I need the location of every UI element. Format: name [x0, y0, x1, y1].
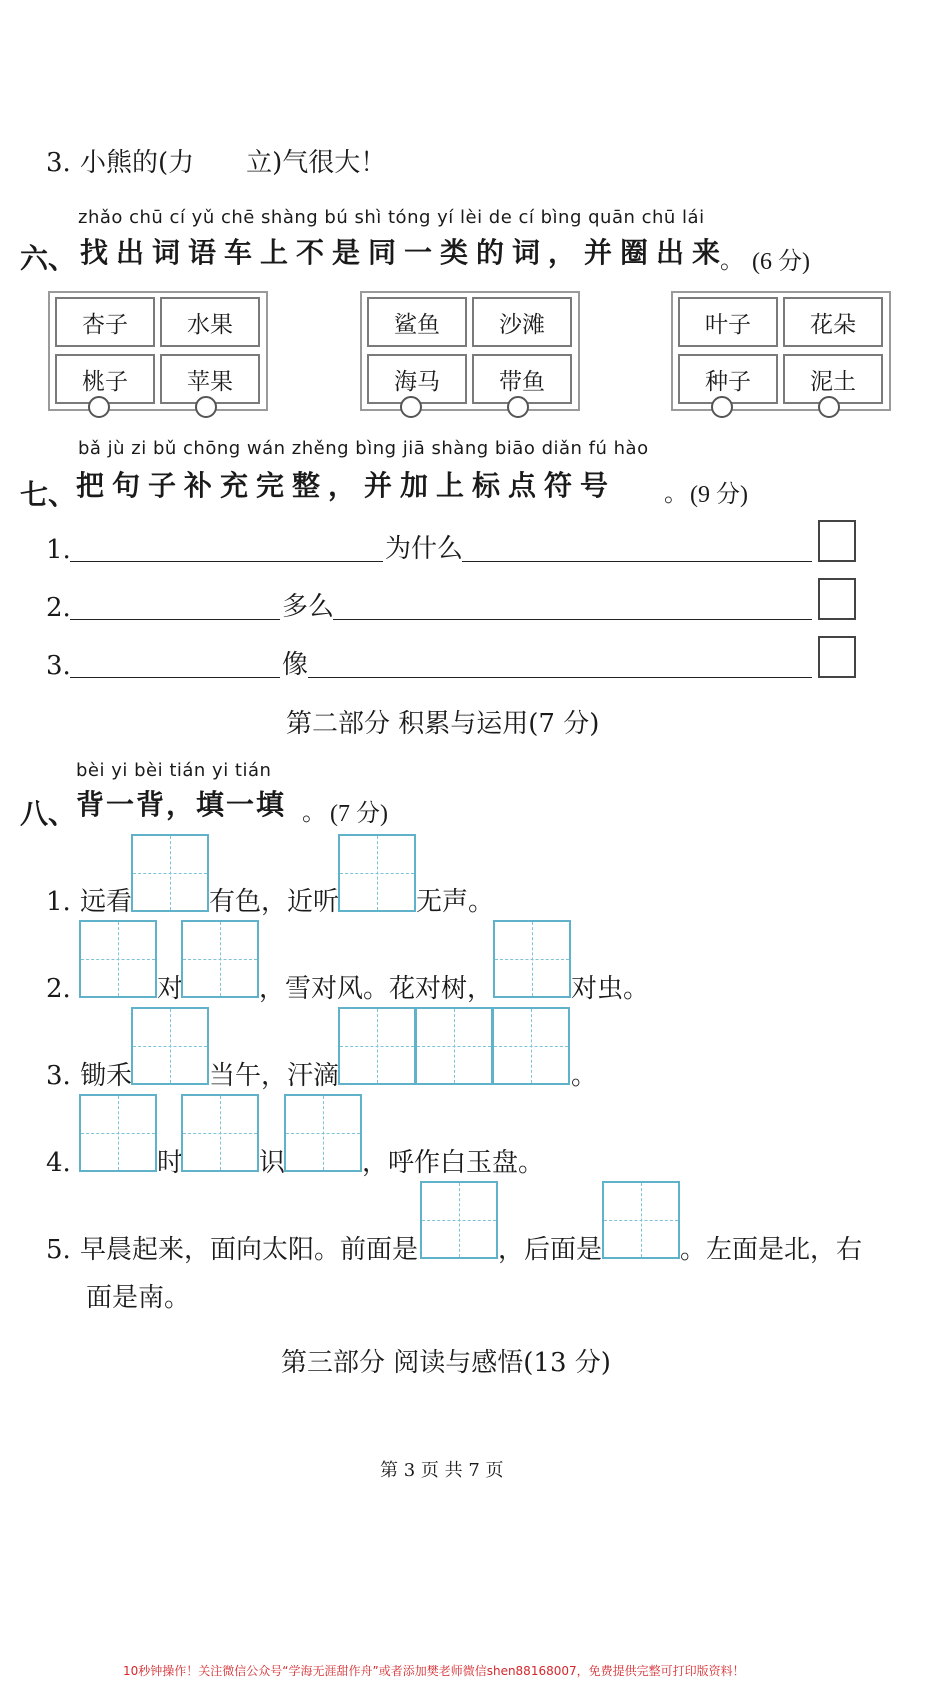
section8-dot: 。	[302, 800, 326, 826]
cart3-wheel-left	[711, 396, 733, 418]
section8-item3-char-box-2[interactable]	[338, 1007, 416, 1085]
cart2-word-2[interactable]: 沙滩	[472, 297, 572, 347]
page-footer: 第 3 页 共 7 页	[380, 1460, 504, 1481]
section6-number: 六、	[20, 242, 77, 275]
section7-item2-punctuation-box[interactable]	[818, 578, 856, 620]
section7-dot: 。	[664, 481, 688, 507]
section7-item2-blank-after[interactable]	[333, 619, 812, 620]
section8-item2-text3: 对虫。	[571, 974, 650, 1004]
section7-title: 把句子补充完整，并加上标点符号	[76, 469, 617, 502]
q5-item3-text: 小熊的(力 立)气很大！	[80, 148, 387, 178]
section8-pinyin: bèi yi bèi tián yi tián	[76, 760, 272, 781]
part2-heading: 第二部分 积累与运用(7 分)	[286, 709, 600, 739]
cart2-word-3[interactable]: 海马	[367, 354, 467, 404]
section7-item1-blank-before[interactable]	[70, 561, 383, 562]
cart3-word-3[interactable]: 种子	[678, 354, 778, 404]
cart1-word-2[interactable]: 水果	[160, 297, 260, 347]
section7-item3-number: 3.	[46, 651, 71, 681]
section7-item2-number: 2.	[46, 593, 71, 623]
section8-item1-char-box-1[interactable]	[131, 834, 209, 912]
section8-item4-char-box-1[interactable]	[79, 1094, 157, 1172]
q5-item3-number: 3.	[46, 148, 71, 178]
section8-item1-text3: 无声。	[416, 887, 495, 917]
section8-item3-text3: 。	[571, 1061, 598, 1091]
section8-item4-char-box-2[interactable]	[181, 1094, 259, 1172]
section8-item5-text3: 。左面是北，右	[680, 1235, 863, 1265]
section8-title: 背一背，填一填	[76, 788, 287, 821]
section8-item1-char-box-2[interactable]	[338, 834, 416, 912]
section7-item1-punctuation-box[interactable]	[818, 520, 856, 562]
section7-item2-blank-before[interactable]	[70, 619, 280, 620]
section8-item1-number: 1.	[46, 887, 71, 917]
section8-item5-text4: 面是南。	[86, 1283, 191, 1313]
section8-item2-text1: 对	[157, 974, 184, 1004]
cart2-word-1[interactable]: 鲨鱼	[367, 297, 467, 347]
section6-pinyin: zhǎo chū cí yǔ chē shàng bú shì tóng yí lèi de cí bìng quān chū lái	[78, 207, 705, 228]
section8-item4-number: 4.	[46, 1148, 71, 1178]
section8-item1-text2: 有色，近听	[209, 887, 340, 917]
section8-item5-number: 5.	[46, 1235, 71, 1265]
section8-item2-char-box-1[interactable]	[79, 920, 157, 998]
cart2-word-4[interactable]: 带鱼	[472, 354, 572, 404]
section8-item2-text2: ，雪对风。花对树，	[259, 974, 494, 1004]
section8-item3-char-box-3[interactable]	[415, 1007, 493, 1085]
section8-item4-char-box-3[interactable]	[284, 1094, 362, 1172]
cart2-wheel-left	[400, 396, 422, 418]
cart3-word-1[interactable]: 叶子	[678, 297, 778, 347]
word-cart-2	[360, 291, 580, 411]
section8-item5-text2: ，后面是	[498, 1235, 603, 1265]
section7-item2-word: 多么	[282, 592, 335, 622]
cart1-word-3[interactable]: 桃子	[55, 354, 155, 404]
section7-item3-punctuation-box[interactable]	[818, 636, 856, 678]
section8-item1-text1: 远看	[80, 887, 133, 917]
section8-item3-char-box-1[interactable]	[131, 1007, 209, 1085]
section8-item5-char-box-2[interactable]	[602, 1181, 680, 1259]
cart1-word-4[interactable]: 苹果	[160, 354, 260, 404]
section8-item4-text3: ，呼作白玉盘。	[362, 1148, 545, 1178]
section8-item3-text1: 锄禾	[80, 1061, 133, 1091]
cart1-word-1[interactable]: 杏子	[55, 297, 155, 347]
section8-number: 八、	[20, 797, 77, 830]
word-cart-3	[671, 291, 891, 411]
section8-item4-text1: 时	[157, 1148, 184, 1178]
section7-score: (9 分)	[690, 482, 748, 508]
word-cart-1	[48, 291, 268, 411]
cart3-word-2[interactable]: 花朵	[783, 297, 883, 347]
section7-item3-blank-after[interactable]	[308, 677, 812, 678]
cart1-wheel-right	[195, 396, 217, 418]
section7-item3-blank-before[interactable]	[70, 677, 280, 678]
section6-title: 找出词语车上不是同一类的词，并圈出来	[80, 236, 729, 269]
section8-item2-number: 2.	[46, 974, 71, 1004]
section7-number: 七、	[20, 478, 77, 511]
cart3-wheel-right	[818, 396, 840, 418]
cart3-word-4[interactable]: 泥土	[783, 354, 883, 404]
section8-item4-text2: 识	[259, 1148, 286, 1178]
section8-item3-text2: 当午，汗滴	[209, 1061, 340, 1091]
section7-item3-word: 像	[282, 650, 309, 680]
part3-heading: 第三部分 阅读与感悟(13 分)	[281, 1348, 611, 1378]
section8-item3-char-box-4[interactable]	[492, 1007, 570, 1085]
section8-score: (7 分)	[330, 801, 388, 827]
cart1-wheel-left	[88, 396, 110, 418]
section8-item5-text1: 早晨起来，面向太阳。前面是	[80, 1235, 419, 1265]
section8-item5-char-box-1[interactable]	[420, 1181, 498, 1259]
promo-banner: 10秒钟操作！关注微信公众号“学海无涯甜作舟”或者添加樊老师微信shen88168007，免费提供完整可打印版资料！	[123, 1664, 745, 1678]
section8-item2-char-box-2[interactable]	[181, 920, 259, 998]
section6-score: (6 分)	[752, 249, 810, 275]
cart2-wheel-right	[507, 396, 529, 418]
section8-item2-char-box-3[interactable]	[493, 920, 571, 998]
section7-item1-blank-after[interactable]	[462, 561, 812, 562]
section7-item1-word: 为什么	[385, 534, 464, 564]
section7-pinyin: bǎ jù zi bǔ chōng wán zhěng bìng jiā shàng biāo diǎn fú hào	[78, 438, 649, 459]
section7-item1-number: 1.	[46, 535, 71, 565]
section8-item3-number: 3.	[46, 1061, 71, 1091]
section6-dot: 。	[720, 248, 744, 274]
